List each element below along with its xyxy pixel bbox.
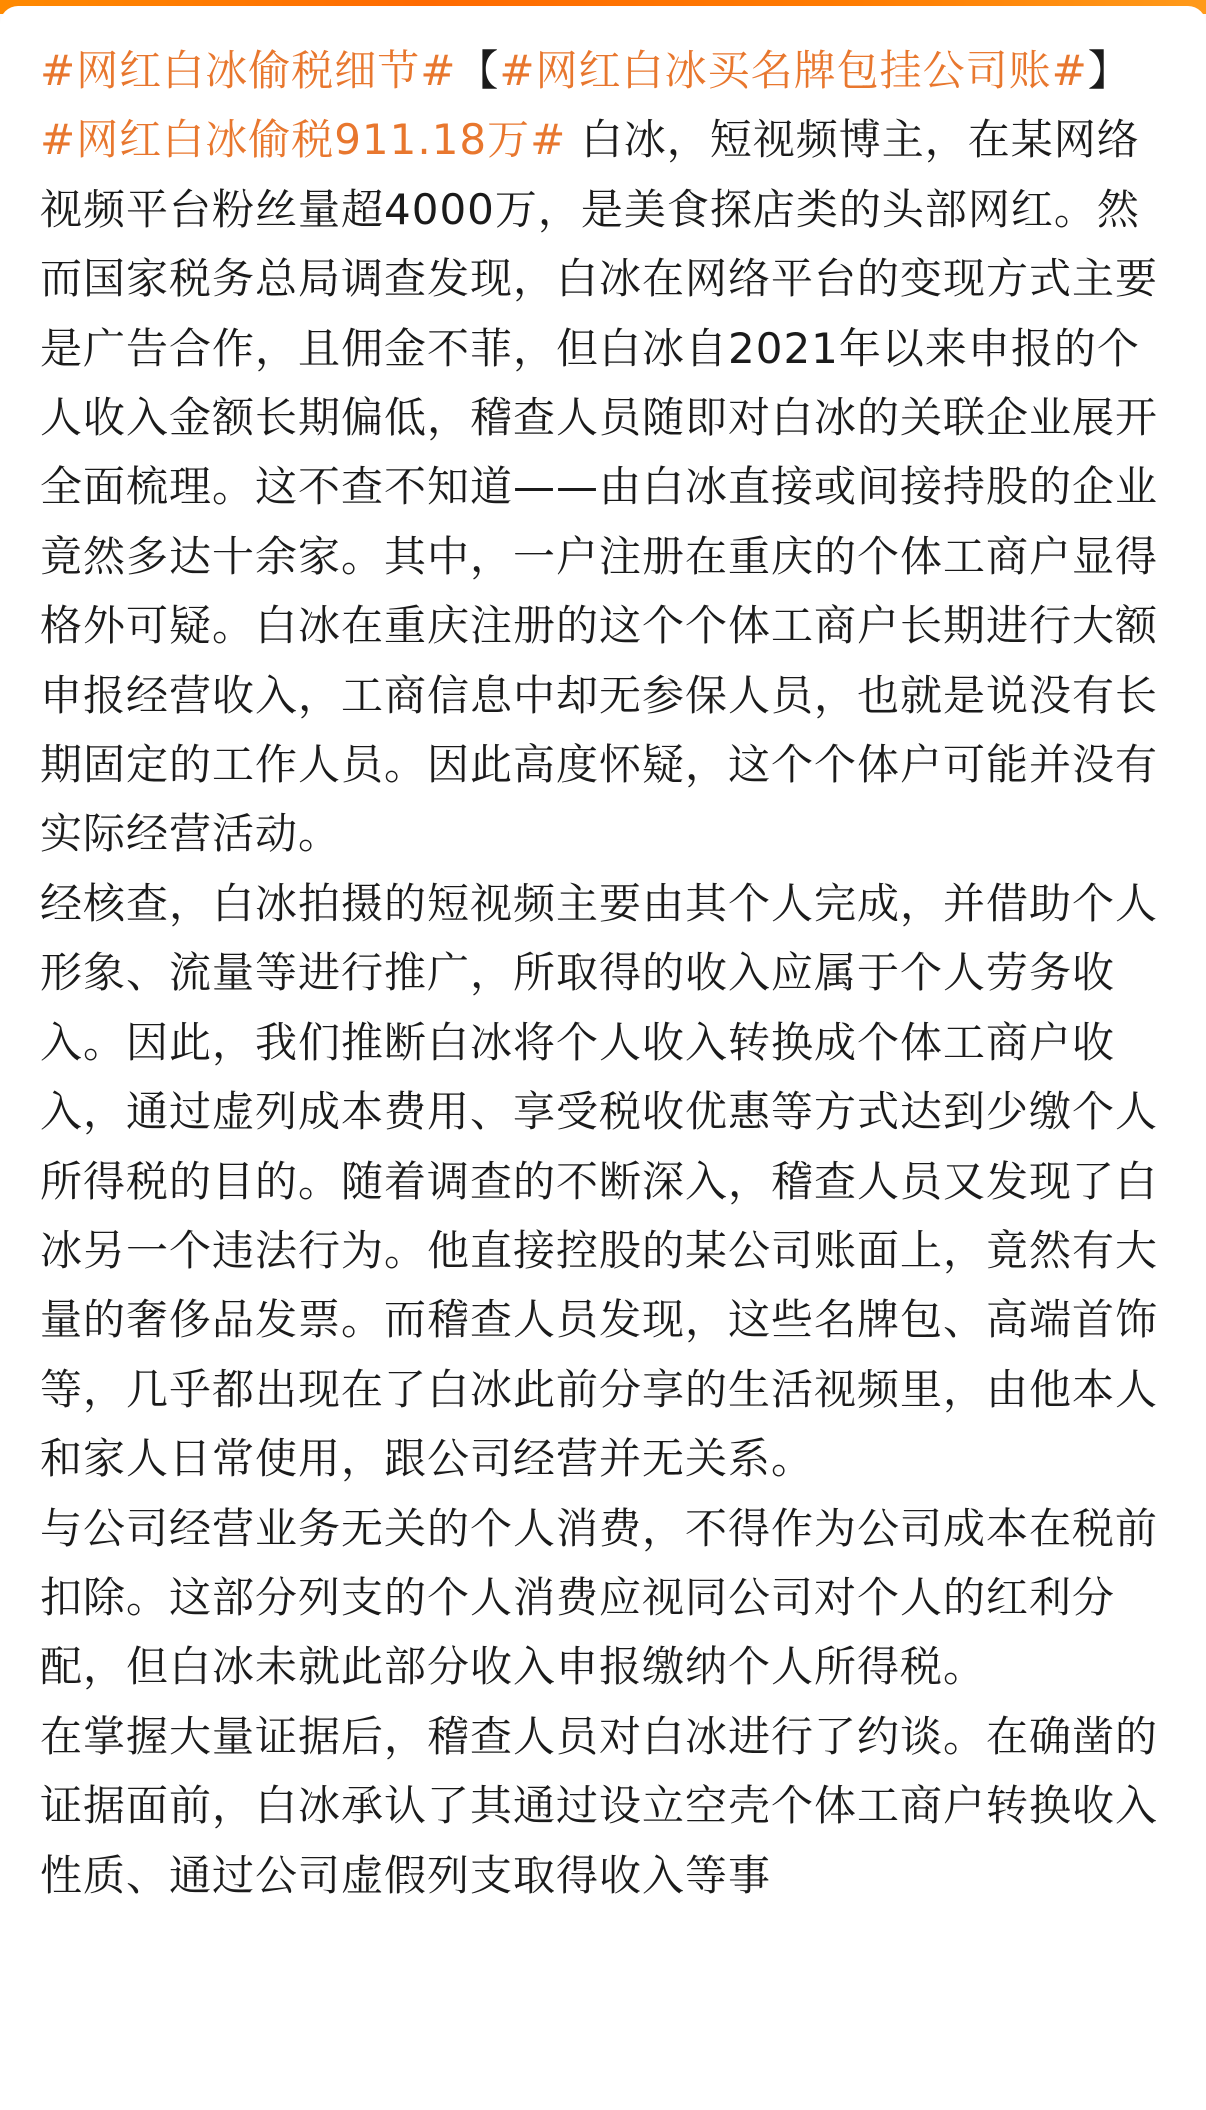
post-paragraph-4: 在掌握大量证据后，稽查人员对白冰进行了约谈。在确凿的证据面前，白冰承认了其通过设立空壳个体工商户转换收入性质、通过公司虚假列支取得收入等事 [40,1711,1159,1900]
post-paragraph-2: 经核查，白冰拍摄的短视频主要由其个人完成，并借助个人形象、流量等进行推广，所取得的收入应属于个人劳务收入。因此，我们推断白冰将个人收入转换成个体工商户收入，通过虚列成本费用、享受税收优惠等方式达到少缴个人所得税的目的。随着调查的不断深入，稽查人员又发现了白冰另一个违法行为。他直接控股的某公司账面上，竟然有大量的奢侈品发票。而稽查人员发现，这些名牌包、高端首饰等，几乎都出现在了白冰此前分享的生活视频里，由他本人和家人日常使用，跟公司经营并无关系。 [40,878,1159,1484]
bracket-open: 【 [456,46,500,95]
post-card [0,6,1206,2110]
topic-link-tax-details[interactable]: #网红白冰偷税细节# [40,46,457,95]
bracket-close: 】 [1087,46,1131,95]
topic-link-brand-bags[interactable]: #网红白冰买名牌包挂公司账# [499,46,1088,95]
post-paragraph-1 [40,36,1166,869]
post-body [40,36,1166,1910]
paragraph-text: 白冰，短视频博主，在某网络视频平台粉丝量超4000万，是美食探店类的头部网红。然而国家税务总局调查发现，白冰在网络平台的变现方式主要是广告合作，且佣金不菲，但白冰自2021年以来申报的个人收入金额长期偏低，稽查人员随即对白冰的关联企业展开全面梳理。这不查不知道——由白冰直接或间接持股的企业竟然多达十余家。其中，一户注册在重庆的个体工商户显得格外可疑。白冰在重庆注册的这个个体工商户长期进行大额申报经营收入，工商信息中却无参保人员，也就是说没有长期固定的工作人员。因此高度怀疑，这个个体户可能并没有实际经营活动。 [40,115,1159,859]
post-paragraph-3: 与公司经营业务无关的个人消费，不得作为公司成本在税前扣除。这部分列支的个人消费应视同公司对个人的红利分配，但白冰未就此部分收入申报缴纳个人所得税。 [40,1503,1159,1692]
topic-link-tax-amount[interactable]: #网红白冰偷税911.18万# [40,115,567,165]
